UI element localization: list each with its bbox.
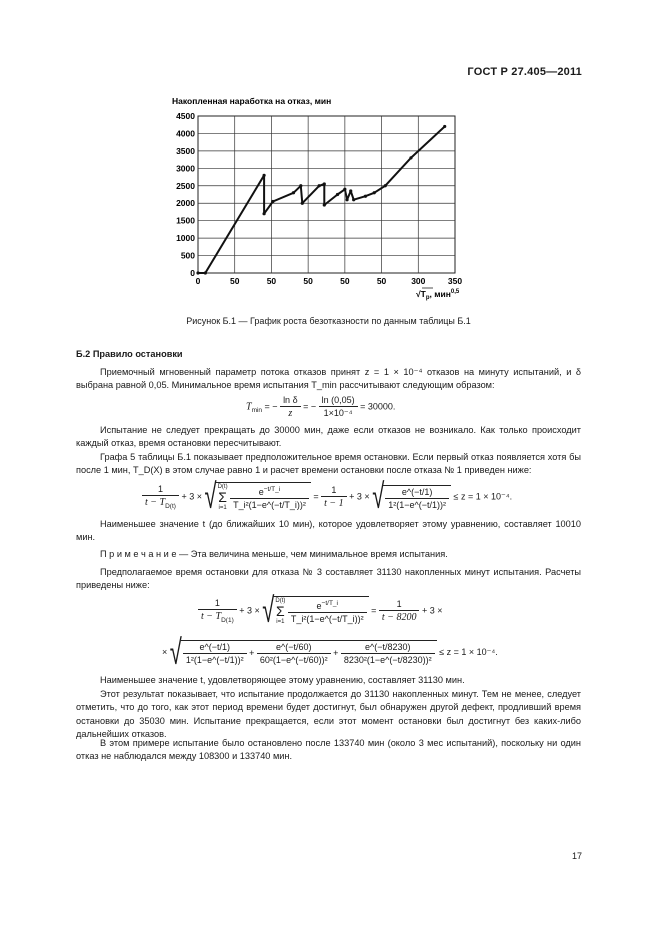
equation-tmin: $T_{min}$ = − $\frac{\text{ln δ}}{z}$ = − $\frac{\ln (0,05)}{\text{1×10⁻⁴}}$ = 30000. — [246, 395, 396, 419]
data-point — [292, 191, 295, 194]
data-point — [409, 156, 412, 159]
y-tick-label: 2500 — [176, 180, 195, 191]
chart-x-label: $√T_p$, мин$^{0,5}$ — [416, 289, 460, 301]
equation-stop-3b: × √ $\frac{e\^{}(-t/1)}{\text{1²(1−e\textasciicircum{}(−t/1))²}}$ + $\frac{e\^{}(-t/60)}{\text{60²(1−e\textasciicircum{}(−t/60))²}}$ + $\frac{e\^{}(-t/8230)}{\text{8230²(1−e\textasciicircum{}(−t/8230))²}}$ ≤ z = 1 × 10⁻⁴. — [162, 631, 498, 672]
chart-x-ticks — [196, 276, 463, 286]
figure-caption: Рисунок Б.1 — График роста безотказности по данным таблицы Б.1 — [186, 316, 471, 326]
y-tick-label: 1500 — [176, 215, 195, 226]
y-tick-label: 4500 — [176, 111, 195, 121]
y-tick-label: 3500 — [176, 145, 195, 156]
data-point — [443, 125, 446, 128]
reliability-growth-chart — [140, 92, 480, 304]
equation-stop-1: $\frac{1}{t - T_{D(t)}}$ + 3 × √D(t) Σ i=1 $\frac{e^{-t/T\_i}}{\text{T\_i²(1−e\textasciicircum{}(−t/T\_i))²}}$ = $\frac{1}{t - 1}$ + 3 × √ $\frac{e\^{}(-t/1)}{\text{1²(1−e\textasciicircum{}(−t/1))²}}$ ≤ z = 1 × 10⁻⁴. — [142, 482, 512, 512]
data-point — [384, 184, 387, 187]
data-point — [323, 203, 326, 206]
data-point — [299, 184, 302, 187]
data-point — [373, 191, 376, 194]
y-tick-label: 0 — [190, 268, 195, 278]
paragraph-6: Наименьшее значение t, удовлетворяющее этому уравнению, составляет 31130 мин. — [100, 675, 465, 685]
x-tick-label: 50 — [266, 276, 277, 286]
chart-series — [196, 125, 446, 275]
paragraph-7: Этот результат показывает, что испытание продолжается до 31130 накопленных минут. Тем не менее, следует отметить, что до того, как этот период времени будет достигнут, был обнаружен другой дефект, продливший время остановки до 35030 мин. Испытание прекращается, если этот момент остановки был достигнут без каких-либо дальнейших отказов. — [76, 689, 581, 740]
page-number: 17 — [571, 851, 582, 861]
document-header: ГОСТ Р 27.405—2011 — [467, 66, 582, 78]
data-point — [301, 202, 304, 205]
data-point — [262, 212, 265, 215]
y-tick-label: 1000 — [176, 233, 195, 244]
data-point — [343, 188, 346, 191]
data-point — [262, 174, 265, 177]
data-point — [204, 271, 207, 274]
paragraph-1: Приемочный мгновенный параметр потока отказов принят z = 1 × 10⁻⁴ отказов на минуту испытаний, и δ выбрана равной 0,05. Минимальное время испытания T_min рассчитывают следующим образом: — [76, 367, 581, 391]
data-point — [323, 182, 326, 185]
data-point — [196, 271, 199, 274]
data-point — [336, 193, 339, 196]
data-point — [271, 200, 274, 203]
section-title: Б.2 Правило остановки — [76, 349, 183, 359]
data-point — [345, 198, 348, 201]
equation-stop-3a: $\frac{1}{t - T_{D(1)}}$ + 3 × √D(t) Σ i=1 $\frac{e^{-t/T\_i}}{\text{T\_i²(1−e\textasciicircum{}(−t/T\_i))²}}$ = $\frac{1}{t - 8200}$ + 3 × — [198, 596, 443, 626]
data-point — [318, 184, 321, 187]
paragraph-5: Предполагаемое время остановки для отказа № 3 составляет 31130 накопленных минут испытания. Расчеты приведены ниже: — [76, 567, 581, 591]
data-point — [352, 198, 355, 201]
y-tick-label: 500 — [180, 250, 195, 261]
x-tick-label: 50 — [340, 276, 350, 286]
paragraph-3: Графа 5 таблицы Б.1 показывает предположительное время остановки. Если первый отказ появляется хотя бы после 1 мин, T_D(X) в этом случае равно 1 и расчет времени остановки после отказа № 1 приведен ниже: — [76, 452, 581, 476]
chart-y-label: Накопленная наработка на отказ, мин — [172, 96, 332, 106]
note: П р и м е ч а н и е — Эта величина меньше, чем минимальное время испытания. — [100, 549, 448, 559]
chart-grid — [198, 116, 455, 273]
y-tick-label: 3000 — [176, 163, 195, 174]
x-tick-label: 50 — [229, 276, 240, 286]
data-point — [364, 195, 367, 198]
x-tick-label: 0 — [195, 276, 201, 286]
x-tick-label: 300 — [411, 276, 426, 286]
y-tick-label: 2000 — [176, 198, 195, 209]
y-tick-label: 4000 — [176, 128, 195, 139]
chart-y-ticks — [176, 111, 195, 278]
paragraph-4: Наименьшее значение t (до ближайших 10 мин), которое удовлетворяет этому уравнению, составляет 10010 мин. — [76, 519, 581, 543]
paragraph-2: Испытание не следует прекращать до 30000 мин, даже если отказов не возникало. Как только происходит каждый отказ, время остановки пересчитывают. — [76, 425, 581, 449]
paragraph-8: В этом примере испытание было остановлено после 133740 мин (около 3 мес испытаний), поскольку ни один отказ не наблюдался между 108300 и 133740 мин. — [76, 738, 581, 762]
x-tick-label: 350 — [447, 276, 463, 286]
plot-frame — [198, 116, 455, 273]
x-tick-label: 50 — [303, 276, 313, 286]
data-point — [349, 189, 352, 192]
x-tick-label: 50 — [376, 276, 387, 286]
